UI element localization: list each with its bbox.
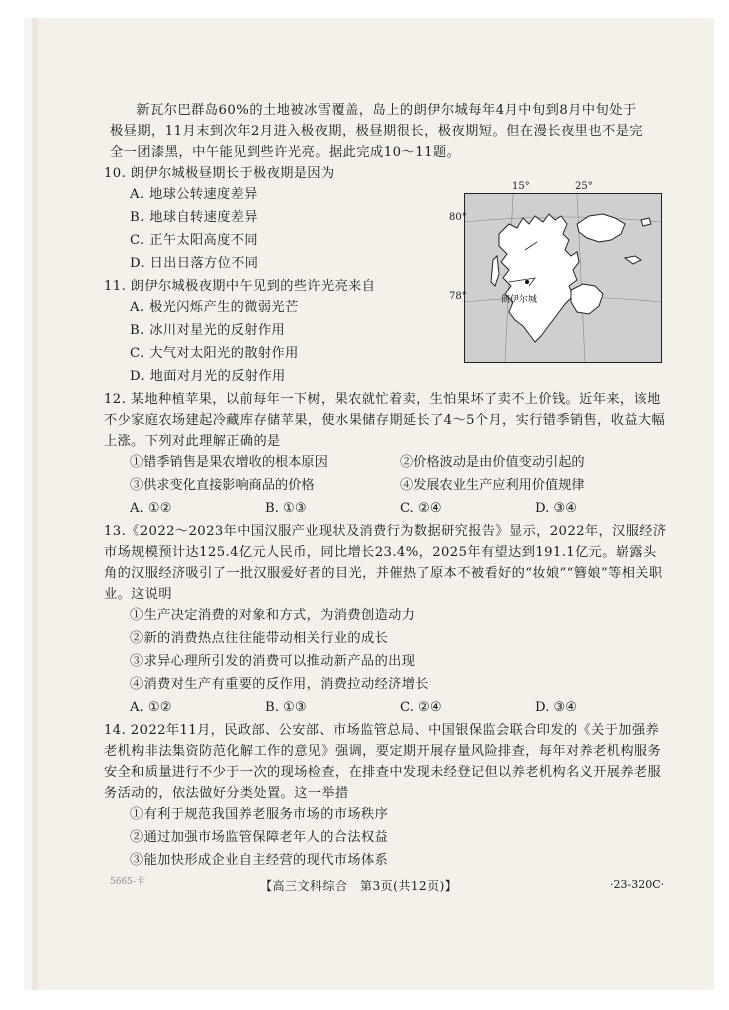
intro-paragraph: 新瓦尔巴群岛60%的土地被冰雪覆盖，岛上的朗伊尔城每年4月中旬到8月中旬处于极昼期，11月末到次年2月进入极夜期，极昼期很长，极夜期短。但在漫长夜里也不是完全一团漆黑，中午能见到些许光亮。据此完成10～11题。 <box>110 103 644 160</box>
q13-choices <box>130 697 670 720</box>
q13-item-4: ④消费对生产有重要的反作用，消费拉动经济增长 <box>130 677 429 692</box>
margin-note: 5665-卡 <box>110 877 145 887</box>
q11-option-b: B. 冰川对星光的反射作用 <box>130 323 286 338</box>
city-marker-icon <box>525 280 529 284</box>
q13-choice-d: D. ③④ <box>535 700 578 715</box>
q12-choice-c: C. ②④ <box>400 501 442 516</box>
map-lat-78: 78° <box>449 291 467 302</box>
q12-choice-d: D. ③④ <box>535 501 578 516</box>
q10-option-c: C. 正午太阳高度不同 <box>130 233 258 248</box>
q13-choice-b: B. ①③ <box>265 700 307 715</box>
q12-item-4: ④发展农业生产应利用价值规律 <box>400 478 585 493</box>
q11-stem: 11. 朗伊尔城极夜期中午见到的些许光亮来自 <box>104 279 376 294</box>
q13-choice-c: C. ②④ <box>400 700 442 715</box>
q13-item-1: ①生产决定消费的对象和方式，为消费创造动力 <box>130 608 416 623</box>
q12-choices <box>130 498 670 521</box>
map-lon-25: 25° <box>575 181 593 192</box>
q11-option-d: D. 地面对月光的反射作用 <box>130 369 286 384</box>
q13-item-2: ②新的消费热点往往能带动相关行业的成长 <box>130 631 389 646</box>
q13-choice-a: A. ①② <box>130 700 172 715</box>
q14-stem: 14. 2022年11月，民政部、公安部、市场监管总局、中国银保监会联合印发的《关于加强养老机构非法集资防范化解工作的意见》强调，要定期开展存量风险排查，每年对养老机构服务安全和质量进行不少于一次的现场检查，在排查中发现未经登记但以养老机构名义开展养老服务活动的，依法做好分类处置。这一举措 <box>104 723 662 801</box>
q12-items-row1 <box>130 452 670 475</box>
q14-item-1: ①有利于规范我国养老服务市场的市场秩序 <box>130 807 389 822</box>
q12-item-2: ②价格波动是由价值变动引起的 <box>400 455 585 470</box>
q11-option-c: C. 大气对太阳光的散射作用 <box>130 346 299 361</box>
q10-option-d: D. 日出日落方位不同 <box>130 256 259 271</box>
svalbard-map <box>464 193 662 363</box>
q12-item-3: ③供求变化直接影响商品的价格 <box>130 478 315 493</box>
page-footer: 【高三文科综合 第3页(共12页)】 <box>260 879 458 893</box>
q12-choice-a: A. ①② <box>130 501 172 516</box>
q13-item-3: ③求异心理所引发的消费可以推动新产品的出现 <box>130 654 416 669</box>
q12-item-1: ①错季销售是果农增收的根本原因 <box>130 455 328 470</box>
q12-items-row2 <box>130 475 670 498</box>
q11-option-a: A. 极光闪烁产生的微弱光芒 <box>130 300 299 315</box>
q14-item-3: ③能加快形成企业自主经营的现代市场体系 <box>130 853 389 868</box>
q10-stem: 10. 朗伊尔城极昼期长于极夜期是因为 <box>104 166 335 181</box>
q10-option-a: A. 地球公转速度差异 <box>130 187 258 202</box>
q13-stem: 13.《2022～2023年中国汉服产业现状及消费行为数据研究报告》显示，2022年，汉服经济市场规模预计达125.4亿元人民币，同比增长23.4%，2025年有望达到191.1亿元。崭露头角的汉服经济吸引了一批汉服爱好者的目光，并催热了原本不被看好的“妆娘”“簪娘”等相关职业。这说明 <box>104 524 667 602</box>
map-lon-15: 15° <box>512 181 530 192</box>
city-label: 朗伊尔城 <box>501 295 538 305</box>
q14-item-2: ②通过加强市场监管保障老年人的合法权益 <box>130 830 389 845</box>
q10-option-b: B. 地球自转速度差异 <box>130 210 258 225</box>
map-lat-80: 80° <box>449 212 467 223</box>
svalbard-map-drawing <box>465 194 661 362</box>
kvitoya-island <box>641 218 651 226</box>
q12-choice-b: B. ①③ <box>265 501 307 516</box>
exam-code: ·23-320C· <box>610 878 665 891</box>
q12-stem: 12. 某地种植苹果，以前每年一下树，果农就忙着卖，生怕果坏了卖不上价钱。近年来，该地不少家庭农场建起冷藏库存储苹果，使水果储存期延长了4～5个月，实行错季销售，收益大幅上涨。下列对此理解正确的是 <box>104 392 666 449</box>
